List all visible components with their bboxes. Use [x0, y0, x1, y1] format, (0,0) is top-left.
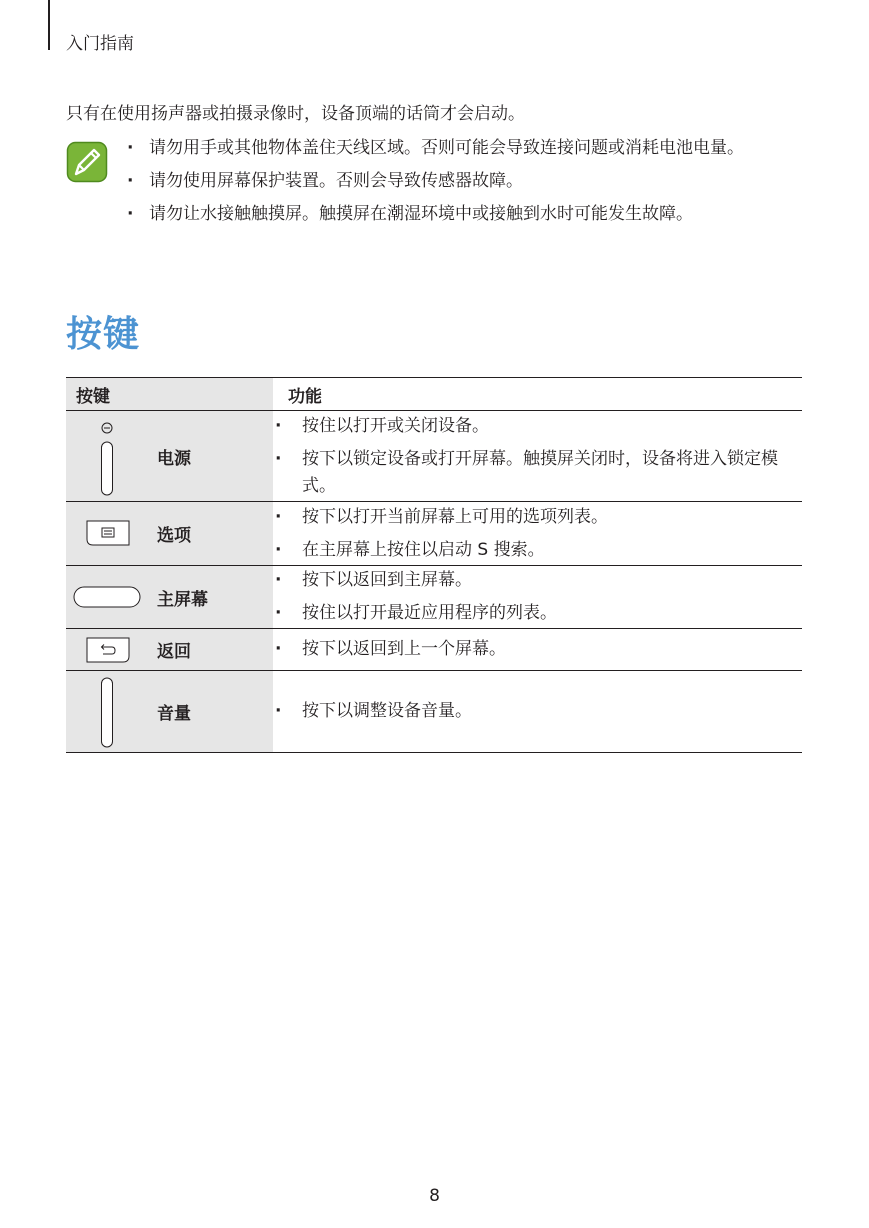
- function-list: [273, 567, 802, 627]
- key-name: 音量: [157, 704, 191, 724]
- keys-table: [66, 377, 802, 753]
- function-cell: [273, 671, 802, 753]
- table-row: [66, 629, 802, 671]
- function-item: · 在主屏幕上按住以启动 S 搜索。: [273, 537, 802, 564]
- margin-rule: [48, 0, 50, 50]
- home-key-icon: [73, 585, 143, 609]
- header-function: 功能: [273, 378, 802, 411]
- key-name: 电源: [157, 449, 191, 469]
- function-cell: [273, 411, 802, 502]
- function-cell: [273, 502, 802, 566]
- table-row: [66, 502, 802, 566]
- function-item: · 按下以返回到主屏幕。: [273, 567, 802, 594]
- key-cell: [66, 411, 273, 502]
- function-item: · 按下以锁定设备或打开屏幕。触摸屏关闭时，设备将进入锁定模式。: [273, 446, 802, 500]
- function-item: · 按住以打开或关闭设备。: [273, 413, 802, 440]
- page-number: 8: [429, 1186, 440, 1206]
- function-cell: [273, 629, 802, 671]
- function-item: · 按住以打开最近应用程序的列表。: [273, 600, 802, 627]
- function-item: · 按下以打开当前屏幕上可用的选项列表。: [273, 504, 802, 531]
- key-name: 主屏幕: [157, 590, 208, 610]
- table-header-row: [66, 378, 802, 411]
- function-item: · 按下以调整设备音量。: [273, 698, 802, 725]
- key-cell: [66, 629, 273, 671]
- key-name: 返回: [157, 642, 191, 662]
- power-key-icon: [96, 417, 118, 497]
- volume-key-icon: [96, 677, 118, 749]
- table-row: [66, 566, 802, 629]
- key-cell: [66, 502, 273, 566]
- page-heading: 按键: [66, 314, 141, 355]
- function-item: · 按下以返回到上一个屏幕。: [273, 636, 802, 663]
- key-cell: [66, 671, 273, 753]
- function-list: [273, 698, 802, 725]
- note-list: [124, 135, 804, 234]
- back-key-icon: [85, 635, 131, 665]
- table-row: [66, 411, 802, 502]
- note-pencil-icon: [66, 141, 108, 183]
- note-item: · 请勿让水接触触摸屏。触摸屏在潮湿环境中或接触到水时可能发生故障。: [124, 201, 804, 228]
- note-item: · 请勿用手或其他物体盖住天线区域。否则可能会导致连接问题或消耗电池电量。: [124, 135, 804, 162]
- table-row: [66, 671, 802, 753]
- function-list: [273, 636, 802, 663]
- key-cell: [66, 566, 273, 629]
- section-title: 入门指南: [66, 34, 134, 54]
- note-item: · 请勿使用屏幕保护装置。否则会导致传感器故障。: [124, 168, 804, 195]
- intro-text: 只有在使用扬声器或拍摄录像时，设备顶端的话筒才会启动。: [66, 104, 525, 124]
- key-name: 选项: [157, 526, 191, 546]
- function-list: [273, 504, 802, 564]
- header-key: 按键: [66, 378, 273, 411]
- function-cell: [273, 566, 802, 629]
- function-list: [273, 413, 802, 500]
- menu-key-icon: [85, 518, 131, 548]
